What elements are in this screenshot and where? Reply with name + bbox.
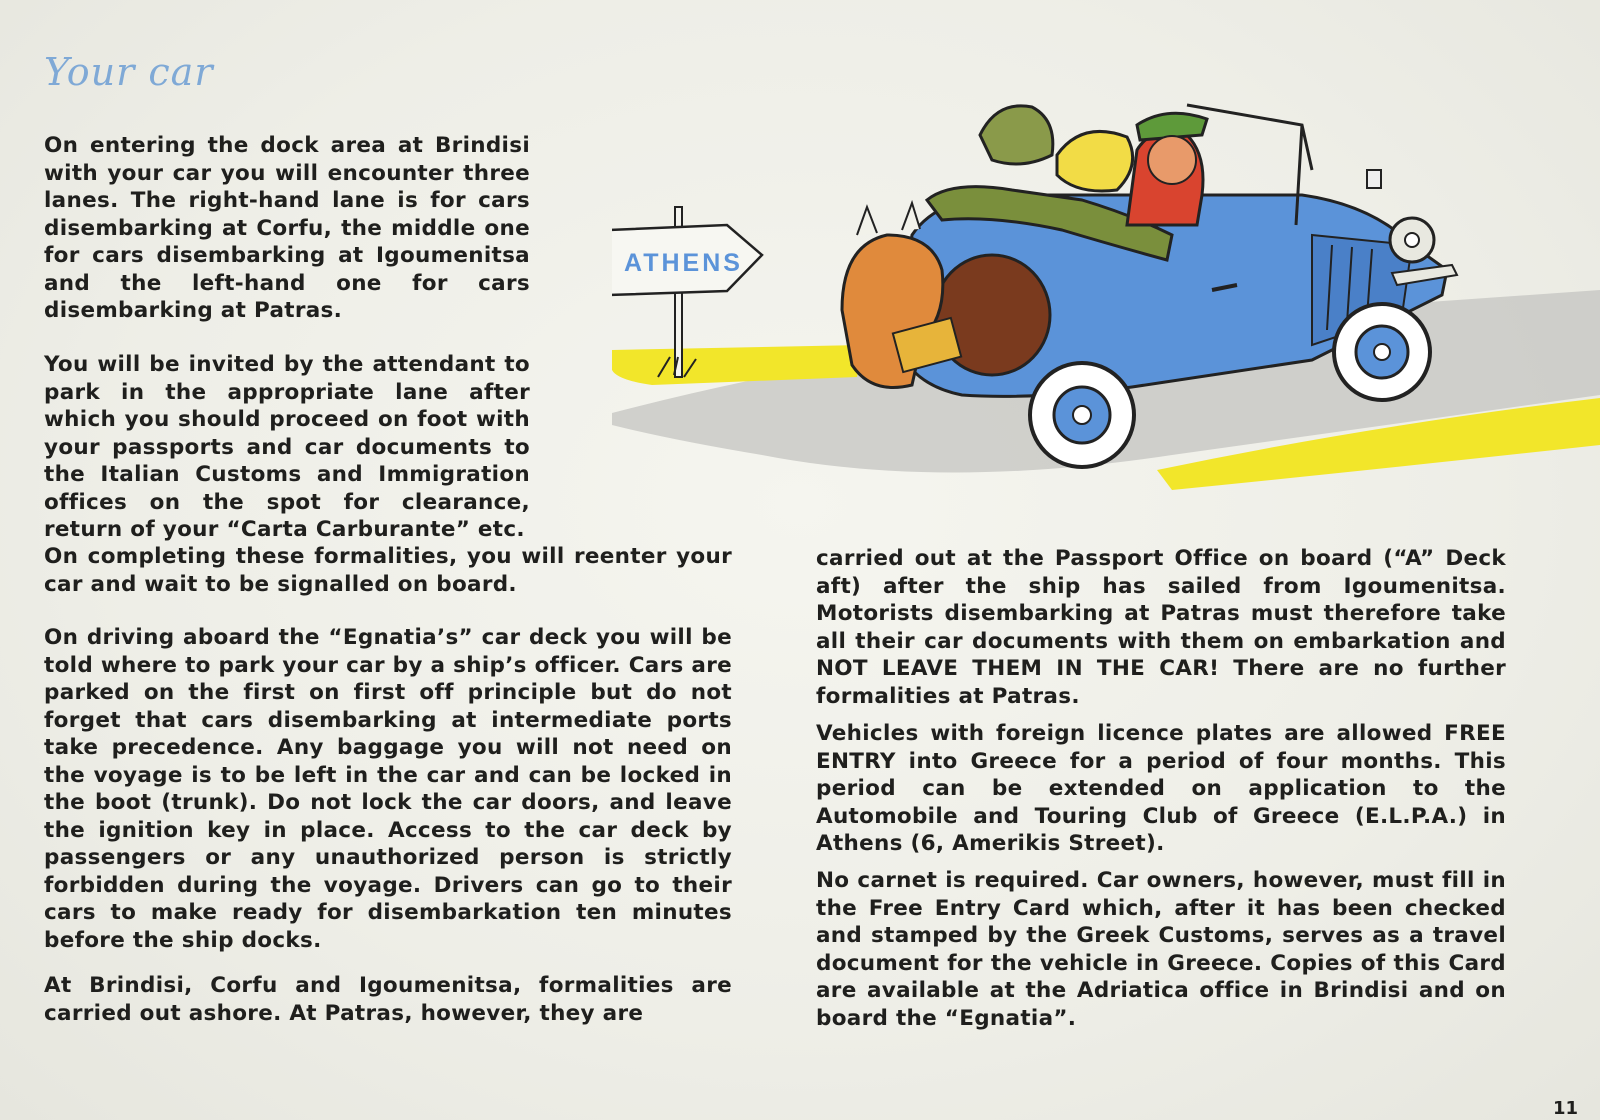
page-number: 11 — [1552, 1098, 1578, 1119]
paragraph-car-deck: On driving aboard the “Egnatia’s” car deck you will be told where to park your car by a ship’s officer. Cars are parked on the first on first off principle but do not forget that cars disembarking at intermediate ports take precedence. Any baggage you will not need on the voyage is to be left in the car and can be locked in the boot (trunk). Do not lock the car doors, and leave the ignition key in place. Access to the car deck by passengers or any unauthorized person is strictly forbidden during the voyage. Drivers can go to their cars to make ready for disembarkation ten minutes before the ship docks. — [44, 625, 732, 953]
page-title: Your car — [44, 50, 214, 94]
paragraph-dock-area: On entering the dock area at Brindisi with your car you will encounter three lanes. The right-hand lane is for cars disembarking at Corfu, the middle one for cars disembarking at Igoumenitsa and the left-hand one for cars disembarking at Patras. — [44, 133, 530, 323]
sign-label: ATHENS — [624, 249, 743, 277]
paragraph-passport-office: carried out at the Passport Office on board (“A” Deck aft) after the ship has sailed from Igoumenitsa. Motorists disembarking at Patras must therefore take all their car documents with them on embarkation and NOT LEAVE THEM IN THE CAR! There are no further formalities at Patras. — [816, 546, 1506, 709]
paragraph-free-entry: Vehicles with foreign licence plates are allowed FREE ENTRY into Greece for a period of four months. This period can be extended on application to the Automobile and Touring Club of Greece (E.L.P.A.) in Athens (6, Amerikis Street). — [816, 721, 1506, 856]
paragraph-reenter-car: On completing these formalities, you will reenter your car and wait to be signalled on board. — [44, 544, 732, 597]
paragraph-carnet: No carnet is required. Car owners, however, must fill in the Free Entry Card which, after it has been checked and stamped by the Greek Customs, serves as a travel document for the vehicle in Greece. Copies of this Card are available at the Adriatica office in Brindisi and on board the “Egnatia”. — [816, 868, 1506, 1031]
car-illustration — [612, 95, 1600, 515]
paragraph-customs: You will be invited by the attendant to park in the appropriate lane after which you should proceed on foot with your passports and car documents to the Italian Customs and Immigration offices on the spot for clearance, return of your “Carta Carburante” etc. — [44, 352, 530, 542]
paragraph-formalities: At Brindisi, Corfu and Igoumenitsa, formalities are carried out ashore. At Patras, however, they are — [44, 973, 732, 1026]
